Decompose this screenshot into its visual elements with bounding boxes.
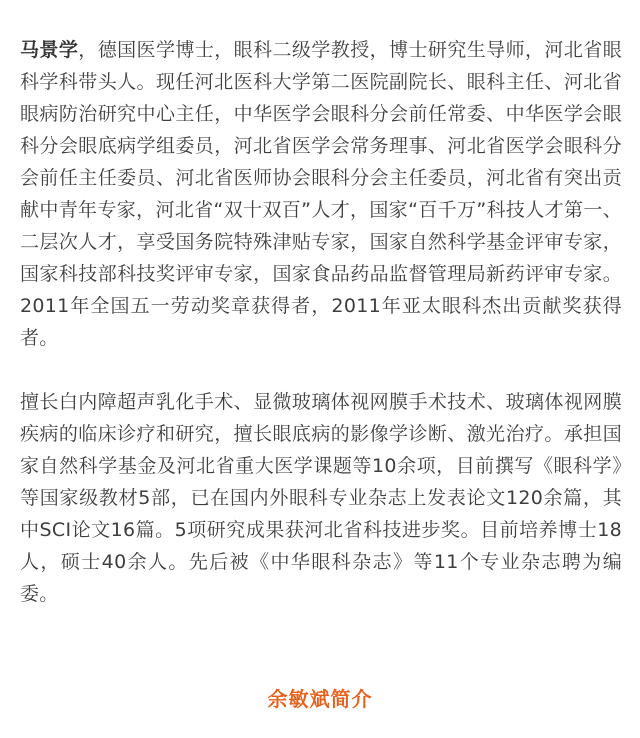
article-body [20,34,622,610]
bio-expertise-paragraph: 擅长白内障超声乳化手术、显微玻璃体视网膜手术技术、玻璃体视网膜疾病的临床诊疗和研究，擅长眼底病的影像学诊断、激光治疗。承担国家自然科学基金及河北省重大医学课题等10余项，目前撰写《眼科学》等国家级教材5部，已在国内外眼科专业杂志上发表论文120余篇，其中SCI论文16篇。5项研究成果获河北省科技进步奖。目前培养博士18人，硕士40余人。先后被《中华眼科杂志》等11个专业杂志聘为编委。 [20,391,622,605]
bio-intro-text: ，德国医学博士，眼科二级学教授，博士研究生导师，河北省眼科学科带头人。现任河北医科大学第二医院副院长、眼科主任、河北省眼病防治研究中心主任，中华医学会眼科分会前任常委、中华医学会眼科分会眼底病学组委员，河北省医学会常务理事、河北省医学会眼科分会前任主任委员、河北省医师协会眼科分会主任委员，河北省有突出贡献中青年专家，河北省“双十双百”人才，国家“百千万”科技人才第一、二层次人才，享受国务院特殊津贴专家，国家自然科学基金评审专家，国家科技部科技奖评审专家，国家食品药品监督管理局新药评审专家。2011年全国五一劳动奖章获得者，2011年亚太眼科杰出贡献奖获得者。 [20,39,623,349]
doctor-name: 马景学 [20,39,79,61]
bio-intro-paragraph [20,34,622,354]
next-section-title: 余敏斌简介 [267,687,373,711]
